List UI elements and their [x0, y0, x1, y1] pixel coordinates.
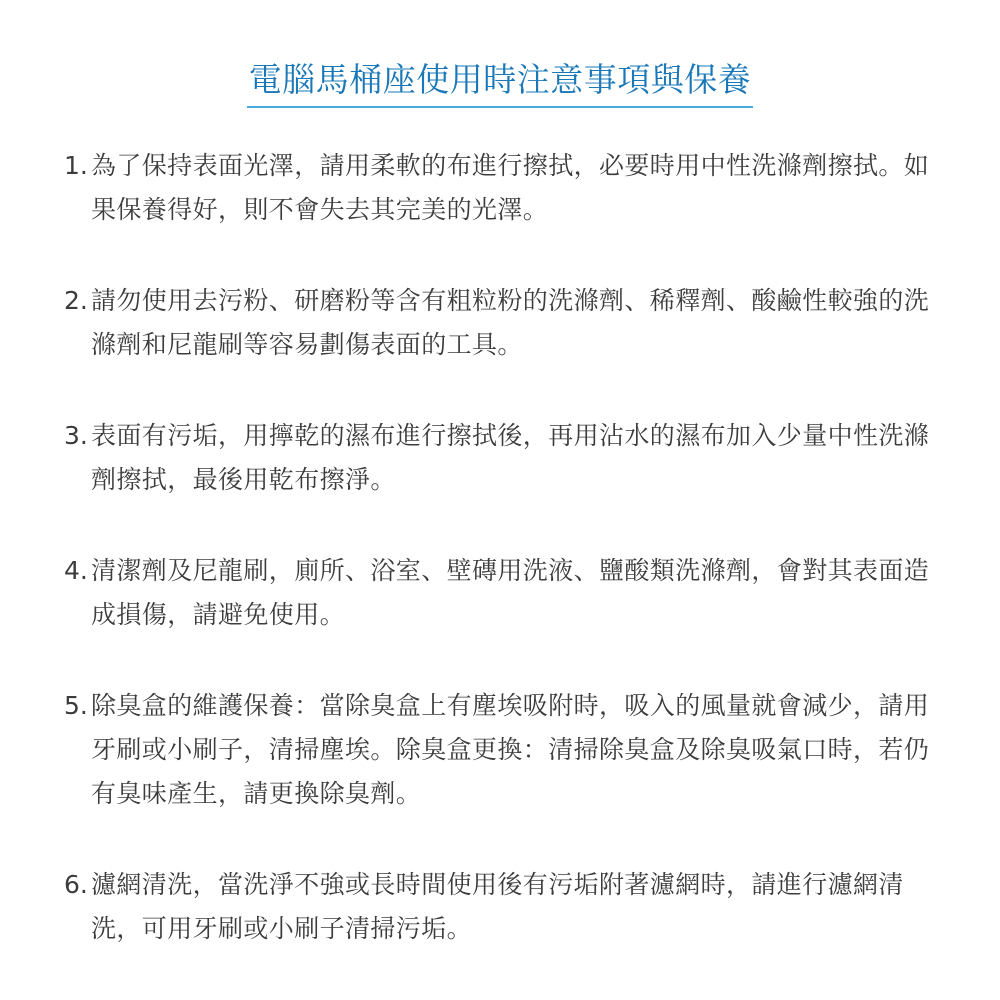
- title-container: [0, 58, 1000, 108]
- list-item: [64, 144, 944, 232]
- list-item: [64, 279, 944, 367]
- item-text: 表面有污垢，用擰乾的濕布進行擦拭後，再用沾水的濕布加入少量中性洗滌劑擦拭，最後用乾布擦淨。: [91, 421, 930, 494]
- page-title: 電腦馬桶座使用時注意事項與保養: [247, 58, 754, 108]
- instruction-list: [64, 144, 944, 998]
- item-number: 1.: [64, 151, 88, 180]
- list-item: [64, 414, 944, 502]
- item-text: 濾網清洗，當洗淨不強或長時間使用後有污垢附著濾網時，請進行濾網清洗，可用牙刷或小刷子清掃污垢。: [91, 870, 904, 943]
- list-item: [64, 863, 944, 951]
- item-text: 為了保持表面光澤，請用柔軟的布進行擦拭，必要時用中性洗滌劑擦拭。如果保養得好，則不會失去其完美的光澤。: [91, 151, 930, 224]
- item-text: 清潔劑及尼龍刷，廁所、浴室、壁磚用洗液、鹽酸類洗滌劑，會對其表面造成損傷，請避免使用。: [91, 556, 930, 629]
- item-number: 4.: [64, 556, 88, 585]
- item-text: 除臭盒的維護保養：當除臭盒上有塵埃吸附時，吸入的風量就會減少，請用牙刷或小刷子，清掃塵埃。除臭盒更換：清掃除臭盒及除臭吸氣口時，若仍有臭味產生，請更換除臭劑。: [91, 691, 930, 808]
- item-number: 5.: [64, 691, 88, 720]
- item-number: 3.: [64, 421, 88, 450]
- list-item: [64, 549, 944, 637]
- list-item: [64, 684, 944, 816]
- item-text: 請勿使用去污粉、研磨粉等含有粗粒粉的洗滌劑、稀釋劑、酸鹼性較強的洗滌劑和尼龍刷等容易劃傷表面的工具。: [91, 286, 930, 359]
- item-number: 6.: [64, 870, 88, 899]
- item-number: 2.: [64, 286, 88, 315]
